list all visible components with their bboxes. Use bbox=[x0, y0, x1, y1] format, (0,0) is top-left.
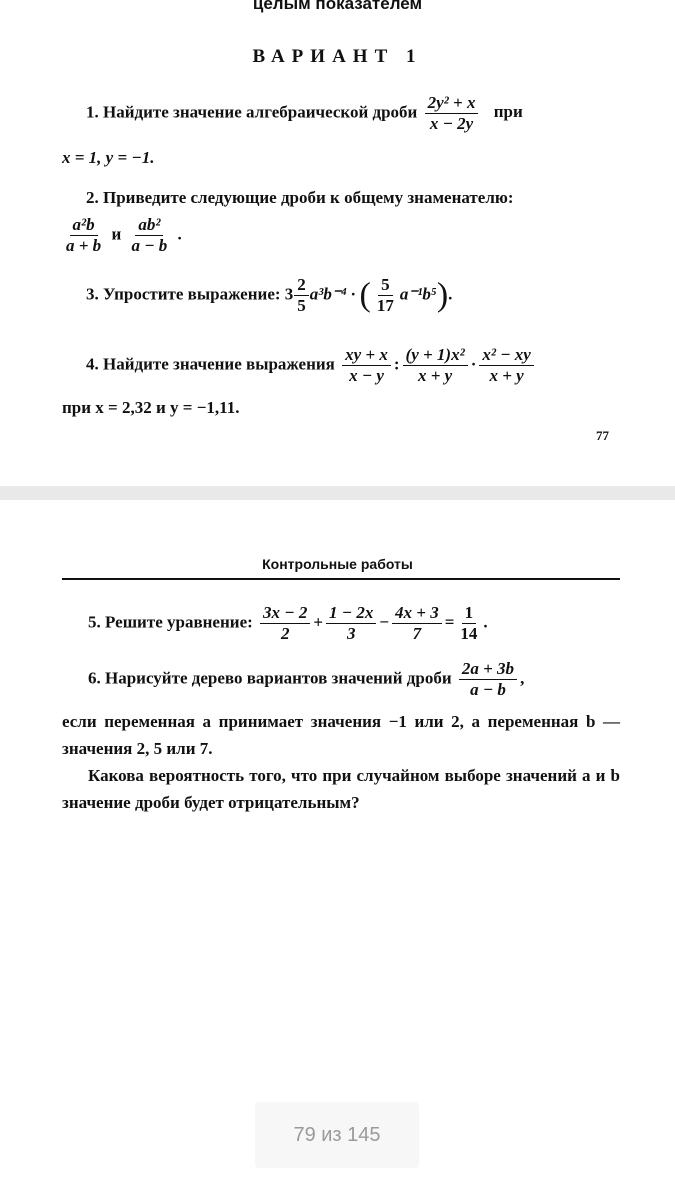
fraction-numerator: 3x − 2 bbox=[260, 604, 310, 624]
task-4-values: при x = 2,32 и y = −1,11. bbox=[62, 398, 240, 417]
task-3-term-2: a⁻¹b⁵ bbox=[399, 284, 437, 304]
mixed-fraction bbox=[294, 276, 309, 315]
task-4 bbox=[86, 346, 537, 385]
fraction-denominator: a − b bbox=[131, 235, 168, 255]
fraction-denominator: x + y bbox=[417, 365, 453, 385]
task-6-paragraph-1: если переменная a принимает значения −1 или 2, а переменная b — значения 2, 5 или 7. bbox=[62, 712, 620, 758]
fraction-numerator: xy + x bbox=[342, 346, 391, 366]
document-page-77 bbox=[0, 0, 675, 486]
task-5-fraction-1 bbox=[260, 604, 310, 643]
operator: + bbox=[313, 612, 324, 632]
fraction-denominator: a + b bbox=[66, 235, 102, 255]
task-4-fraction-3 bbox=[479, 346, 533, 385]
task-2-fraction-1 bbox=[63, 216, 104, 255]
task-5-fraction-4 bbox=[457, 604, 480, 643]
task-4-fraction-2 bbox=[403, 346, 468, 385]
fraction-denominator: x − 2y bbox=[429, 113, 474, 133]
task-4-fraction-1 bbox=[342, 346, 391, 385]
header-rule bbox=[62, 578, 620, 580]
right-paren: ) bbox=[436, 276, 449, 314]
page-indicator: 79 из 145 bbox=[255, 1102, 419, 1168]
end-punctuation: . bbox=[448, 284, 453, 304]
fraction-numerator: 2y² + x bbox=[425, 94, 479, 114]
left-paren: ( bbox=[359, 276, 371, 314]
fraction-numerator: 2a + 3b bbox=[459, 660, 517, 680]
task-4-text: 4. Найдите значение выражения bbox=[86, 354, 335, 374]
task-3-term-1: a³b⁻⁴ · bbox=[309, 284, 356, 304]
clipped-section-title: целым показателем bbox=[252, 0, 423, 13]
mixed-whole: 3 bbox=[284, 284, 294, 304]
operator: = bbox=[444, 612, 455, 632]
operator: : bbox=[393, 354, 400, 374]
operator: · bbox=[470, 354, 477, 374]
fraction-denominator: a − b bbox=[470, 679, 506, 699]
conjunction: и bbox=[111, 224, 122, 244]
task-1-text: 1. Найдите значение алгебраической дроби bbox=[86, 102, 418, 122]
task-2-fraction-2 bbox=[128, 216, 170, 255]
task-5-fraction-3 bbox=[392, 604, 442, 643]
task-3-fraction bbox=[374, 276, 397, 315]
task-1-values: x = 1, y = −1. bbox=[62, 148, 155, 167]
fraction-denominator: 5 bbox=[297, 295, 306, 315]
fraction-numerator: (y + 1)x² bbox=[403, 346, 468, 366]
task-1-fraction bbox=[425, 94, 479, 133]
fraction-numerator: a²b bbox=[70, 216, 98, 236]
end-punctuation: . bbox=[483, 612, 488, 632]
task-3-text: 3. Упростите выражение: bbox=[86, 284, 281, 304]
fraction-denominator: 7 bbox=[412, 623, 422, 643]
fraction-denominator: 3 bbox=[346, 623, 356, 643]
page-separator bbox=[0, 486, 675, 500]
page-number: 77 bbox=[596, 428, 609, 443]
task-1-tail: при bbox=[493, 102, 523, 122]
fraction-numerator: 4x + 3 bbox=[392, 604, 442, 624]
task-6 bbox=[88, 660, 524, 699]
fraction-denominator: x − y bbox=[349, 365, 384, 385]
fraction-denominator: x + y bbox=[489, 365, 524, 385]
task-5-fraction-2 bbox=[326, 604, 376, 643]
fraction-denominator: 2 bbox=[280, 623, 290, 643]
task-2-fractions bbox=[60, 216, 182, 255]
document-page-78 bbox=[0, 500, 675, 1200]
task-1 bbox=[86, 94, 523, 133]
running-head: Контрольные работы bbox=[262, 556, 413, 572]
task-6-text: 6. Нарисуйте дерево вариантов значений дроби bbox=[88, 668, 452, 688]
task-5 bbox=[88, 604, 488, 643]
task-6-fraction bbox=[459, 660, 517, 699]
fraction-numerator: 1 bbox=[462, 604, 477, 624]
fraction-denominator: 14 bbox=[460, 623, 478, 643]
task-3 bbox=[86, 276, 452, 315]
end-punctuation: . bbox=[177, 224, 182, 244]
operator: − bbox=[379, 612, 390, 632]
end-punctuation: , bbox=[520, 668, 525, 688]
fraction-numerator: 1 − 2x bbox=[326, 604, 376, 624]
fraction-numerator: 5 bbox=[378, 276, 393, 296]
variant-title: ВАРИАНТ 1 bbox=[252, 46, 423, 67]
fraction-numerator: x² − xy bbox=[479, 346, 533, 366]
task-5-text: 5. Решите уравнение: bbox=[88, 612, 253, 632]
task-2-text: 2. Приведите следующие дроби к общему знаменателю: bbox=[86, 188, 514, 207]
fraction-numerator: ab² bbox=[135, 216, 163, 236]
task-6-paragraph-2: Какова вероятность того, что при случайном выборе значений a и b значение дроби будет отрицательным? bbox=[62, 766, 620, 812]
fraction-denominator: 17 bbox=[376, 295, 394, 315]
fraction-numerator: 2 bbox=[294, 276, 309, 296]
